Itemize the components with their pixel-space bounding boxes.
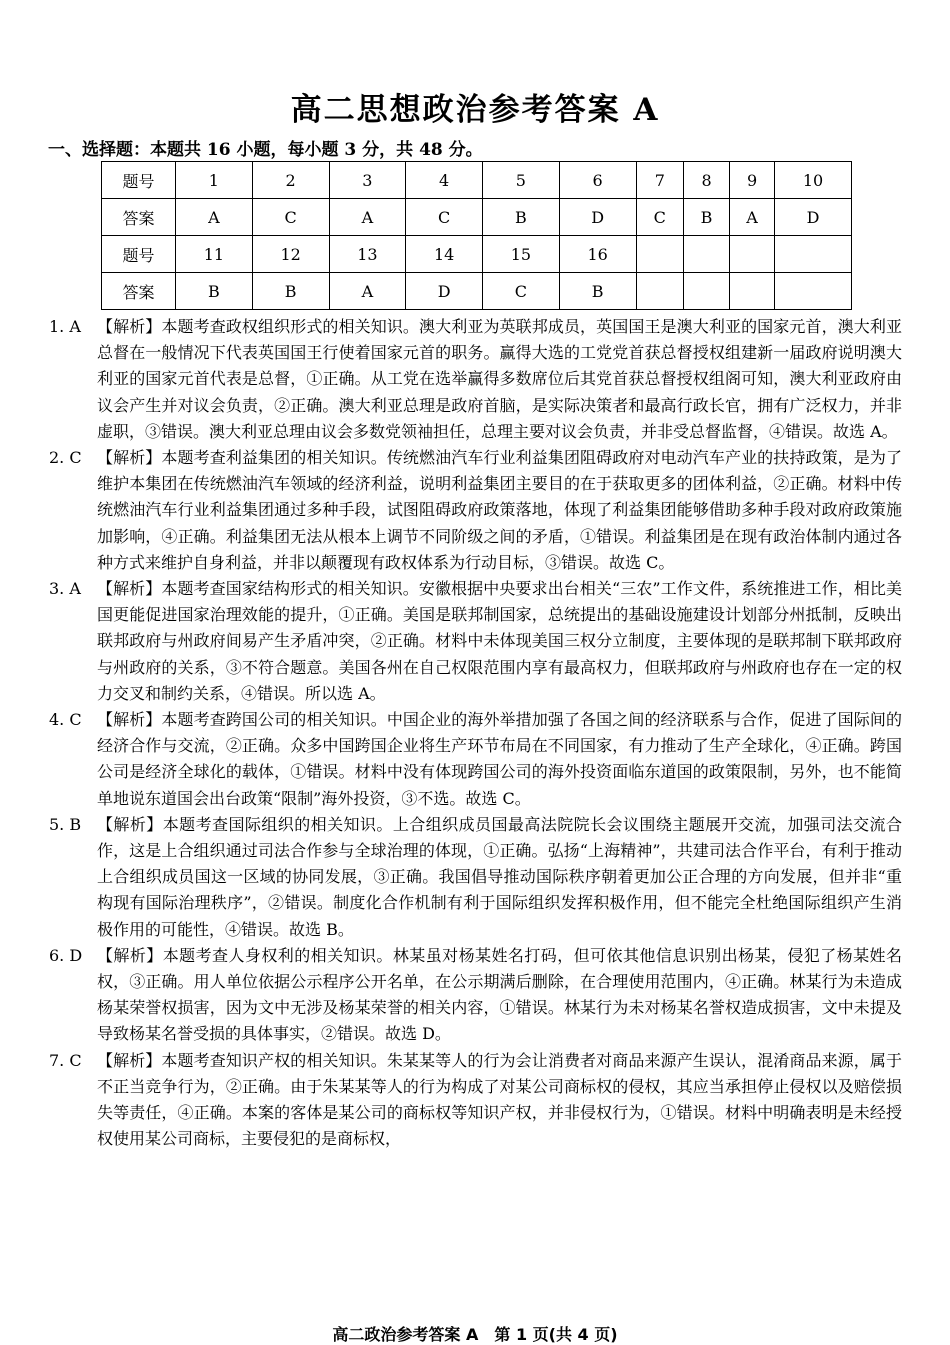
table-cell: C <box>636 199 684 236</box>
table-cell: 12 <box>252 236 329 273</box>
table-cell: B <box>684 199 730 236</box>
table-cell: D <box>559 199 636 236</box>
table-cell: 7 <box>636 162 684 199</box>
question-number: 5. B <box>49 814 82 834</box>
table-cell: 10 <box>775 162 852 199</box>
table-cell: B <box>252 273 329 310</box>
table-cell: A <box>729 199 774 236</box>
table-cell: A <box>329 273 406 310</box>
explanation-item <box>49 314 902 445</box>
answer-table-row <box>102 236 852 273</box>
table-cell: 8 <box>684 162 730 199</box>
table-cell <box>684 273 730 310</box>
table-cell <box>775 236 852 273</box>
table-cell <box>636 236 684 273</box>
table-cell: C <box>406 199 483 236</box>
table-cell <box>729 273 774 310</box>
table-cell: D <box>775 199 852 236</box>
explanation-text: 【解析】本题考查知识产权的相关知识。朱某某等人的行为会让消费者对商品来源产生误认，混淆商品来源，属于不正当竞争行为，②正确。由于朱某某等人的行为构成了对某公司商标权的侵权，其应当承担停止侵权以及赔偿损失等责任，④正确。本案的客体是某公司的商标权等知识产权，并非侵权行为，①错误。材料中明确表明是未经授权使用某公司商标，主要侵犯的是商标权， <box>97 1050 902 1149</box>
table-cell <box>729 236 774 273</box>
explanation-text: 【解析】本题考查国际组织的相关知识。上合组织成员国最高法院院长会议围绕主题展开交流，加强司法交流合作，这是上合组织通过司法合作参与全球治理的体现，①正确。弘扬“上海精神”，共建司法合作平台，有利于推动上合组织成员国这一区域的协同发展，③正确。我国倡导推动国际秩序朝着更加公正合理的方向发展，但并非“重构现有国际治理秩序”，②错误。制度化合作机制有利于国际组织发挥积极作用，但不能完全杜绝国际组织产生消极作用的可能性，④错误。故选 B。 <box>97 814 902 939</box>
row-label: 题号 <box>102 162 176 199</box>
explanation-item <box>49 1048 902 1153</box>
table-cell: 1 <box>176 162 253 199</box>
explanation-text: 【解析】本题考查政权组织形式的相关知识。澳大利亚为英联邦成员，英国国王是澳大利亚的国家元首，澳大利亚总督在一般情况下代表英国国王行使着国家元首的职务。赢得大选的工党党首获总督授权组建新一届政府说明澳大利亚的国家元首代表是总督，①正确。从工党在选举赢得多数席位后其党首获总督授权组阁可知，澳大利亚政府由议会产生并对议会负责，②正确。澳大利亚总理是政府首脑，是实际决策者和最高行政长官，拥有广泛权力，并非虚职，③错误。澳大利亚总理由议会多数党领袖担任，总理主要对议会负责，并非受总督监督，④错误。故选 A。 <box>97 317 902 441</box>
table-cell: B <box>559 273 636 310</box>
table-cell: B <box>483 199 560 236</box>
table-cell: D <box>406 273 483 310</box>
question-number: 1. A <box>49 317 81 336</box>
answer-table-row <box>102 199 852 236</box>
table-cell: A <box>176 199 253 236</box>
answer-table <box>101 161 852 310</box>
answer-table-row <box>102 162 852 199</box>
section-heading: 一、选择题：本题共 16 小题，每小题 3 分，共 48 分。 <box>48 140 483 160</box>
table-cell: 9 <box>729 162 774 199</box>
table-cell: 5 <box>483 162 560 199</box>
explanation-text: 【解析】本题考查跨国公司的相关知识。中国企业的海外举措加强了各国之间的经济联系与合作，促进了国际间的经济合作与交流，②正确。众多中国跨国企业将生产环节布局在不同国家，有力推动了生产全球化，④正确。跨国公司是经济全球化的载体，①错误。材料中没有体现跨国公司的海外投资面临东道国的政策限制，另外，也不能简单地说东道国会出台政策“限制”海外投资，③不选。故选 C。 <box>97 710 902 808</box>
explanation-item <box>49 576 902 707</box>
table-cell <box>684 236 730 273</box>
explanation-item <box>49 445 902 576</box>
question-number: 6. D <box>49 945 83 965</box>
page-title: 高二思想政治参考答案 A <box>290 92 660 128</box>
question-number: 7. C <box>49 1050 82 1070</box>
question-number: 2. C <box>49 448 82 468</box>
table-cell <box>775 273 852 310</box>
question-number: 3. A <box>49 579 81 599</box>
explanation-item <box>49 943 902 1048</box>
table-cell: 4 <box>406 162 483 199</box>
table-cell: A <box>329 199 406 236</box>
explanation-text: 【解析】本题考查利益集团的相关知识。传统燃油汽车行业利益集团阻碍政府对电动汽车产业的扶持政策，是为了维护本集团在传统燃油汽车领域的经济利益，说明利益集团主要目的在于获取更多的团体利益，②正确。材料中传统燃油汽车行业利益集团通过多种手段，试图阻碍政府政策落地，体现了利益集团能够借助多种手段对政府政策施加影响，④正确。利益集团无法从根本上调节不同阶级之间的矛盾，①错误。利益集团是在现有政治体制内通过各种方式来维护自身利益，并非以颠覆现有政权体系为行动目标，③错误。故选 C。 <box>97 448 902 572</box>
table-cell: 13 <box>329 236 406 273</box>
explanation-item <box>49 812 902 943</box>
table-cell: C <box>483 273 560 310</box>
answer-table-row <box>102 273 852 310</box>
table-cell: 14 <box>406 236 483 273</box>
row-label: 答案 <box>102 199 176 236</box>
table-cell: 6 <box>559 162 636 199</box>
table-cell: 3 <box>329 162 406 199</box>
explanation-list <box>0 314 950 1153</box>
table-cell <box>636 273 684 310</box>
question-number: 4. C <box>49 710 82 730</box>
table-cell: B <box>176 273 253 310</box>
table-cell: C <box>252 199 329 236</box>
explanation-text: 【解析】本题考查人身权利的相关知识。林某虽对杨某姓名打码，但可依其他信息识别出杨某，侵犯了杨某姓名权，③正确。用人单位依据公示程序公开名单，在公示期满后删除，在合理使用范围内，④正确。林某行为未造成杨某荣誉权损害，因为文中无涉及杨某荣誉的相关内容，①错误。林某行为未对杨某名誉权造成损害，文中未提及导致杨某名誉受损的具体事实，②错误。故选 D。 <box>97 945 902 1044</box>
explanation-item <box>49 707 902 812</box>
table-cell: 16 <box>559 236 636 273</box>
table-cell: 2 <box>252 162 329 199</box>
row-label: 答案 <box>102 273 176 310</box>
table-cell: 15 <box>483 236 560 273</box>
page-footer: 高二政治参考答案 A 第 1 页(共 4 页) <box>332 1325 618 1344</box>
row-label: 题号 <box>102 236 176 273</box>
explanation-text: 【解析】本题考查国家结构形式的相关知识。安徽根据中央要求出台相关“三农”工作文件，系统推进工作，相比美国更能促进国家治理效能的提升，①正确。美国是联邦制国家，总统提出的基础设施建设计划部分州抵制，反映出联邦政府与州政府间易产生矛盾冲突，②正确。材料中未体现美国三权分立制度，主要体现的是联邦制下联邦政府与州政府的关系，③不符合题意。美国各州在自己权限范围内享有最高权力，但联邦政府与州政府也存在一定的权力交叉和制约关系，④错误。所以选 A。 <box>97 579 902 703</box>
table-cell: 11 <box>176 236 253 273</box>
